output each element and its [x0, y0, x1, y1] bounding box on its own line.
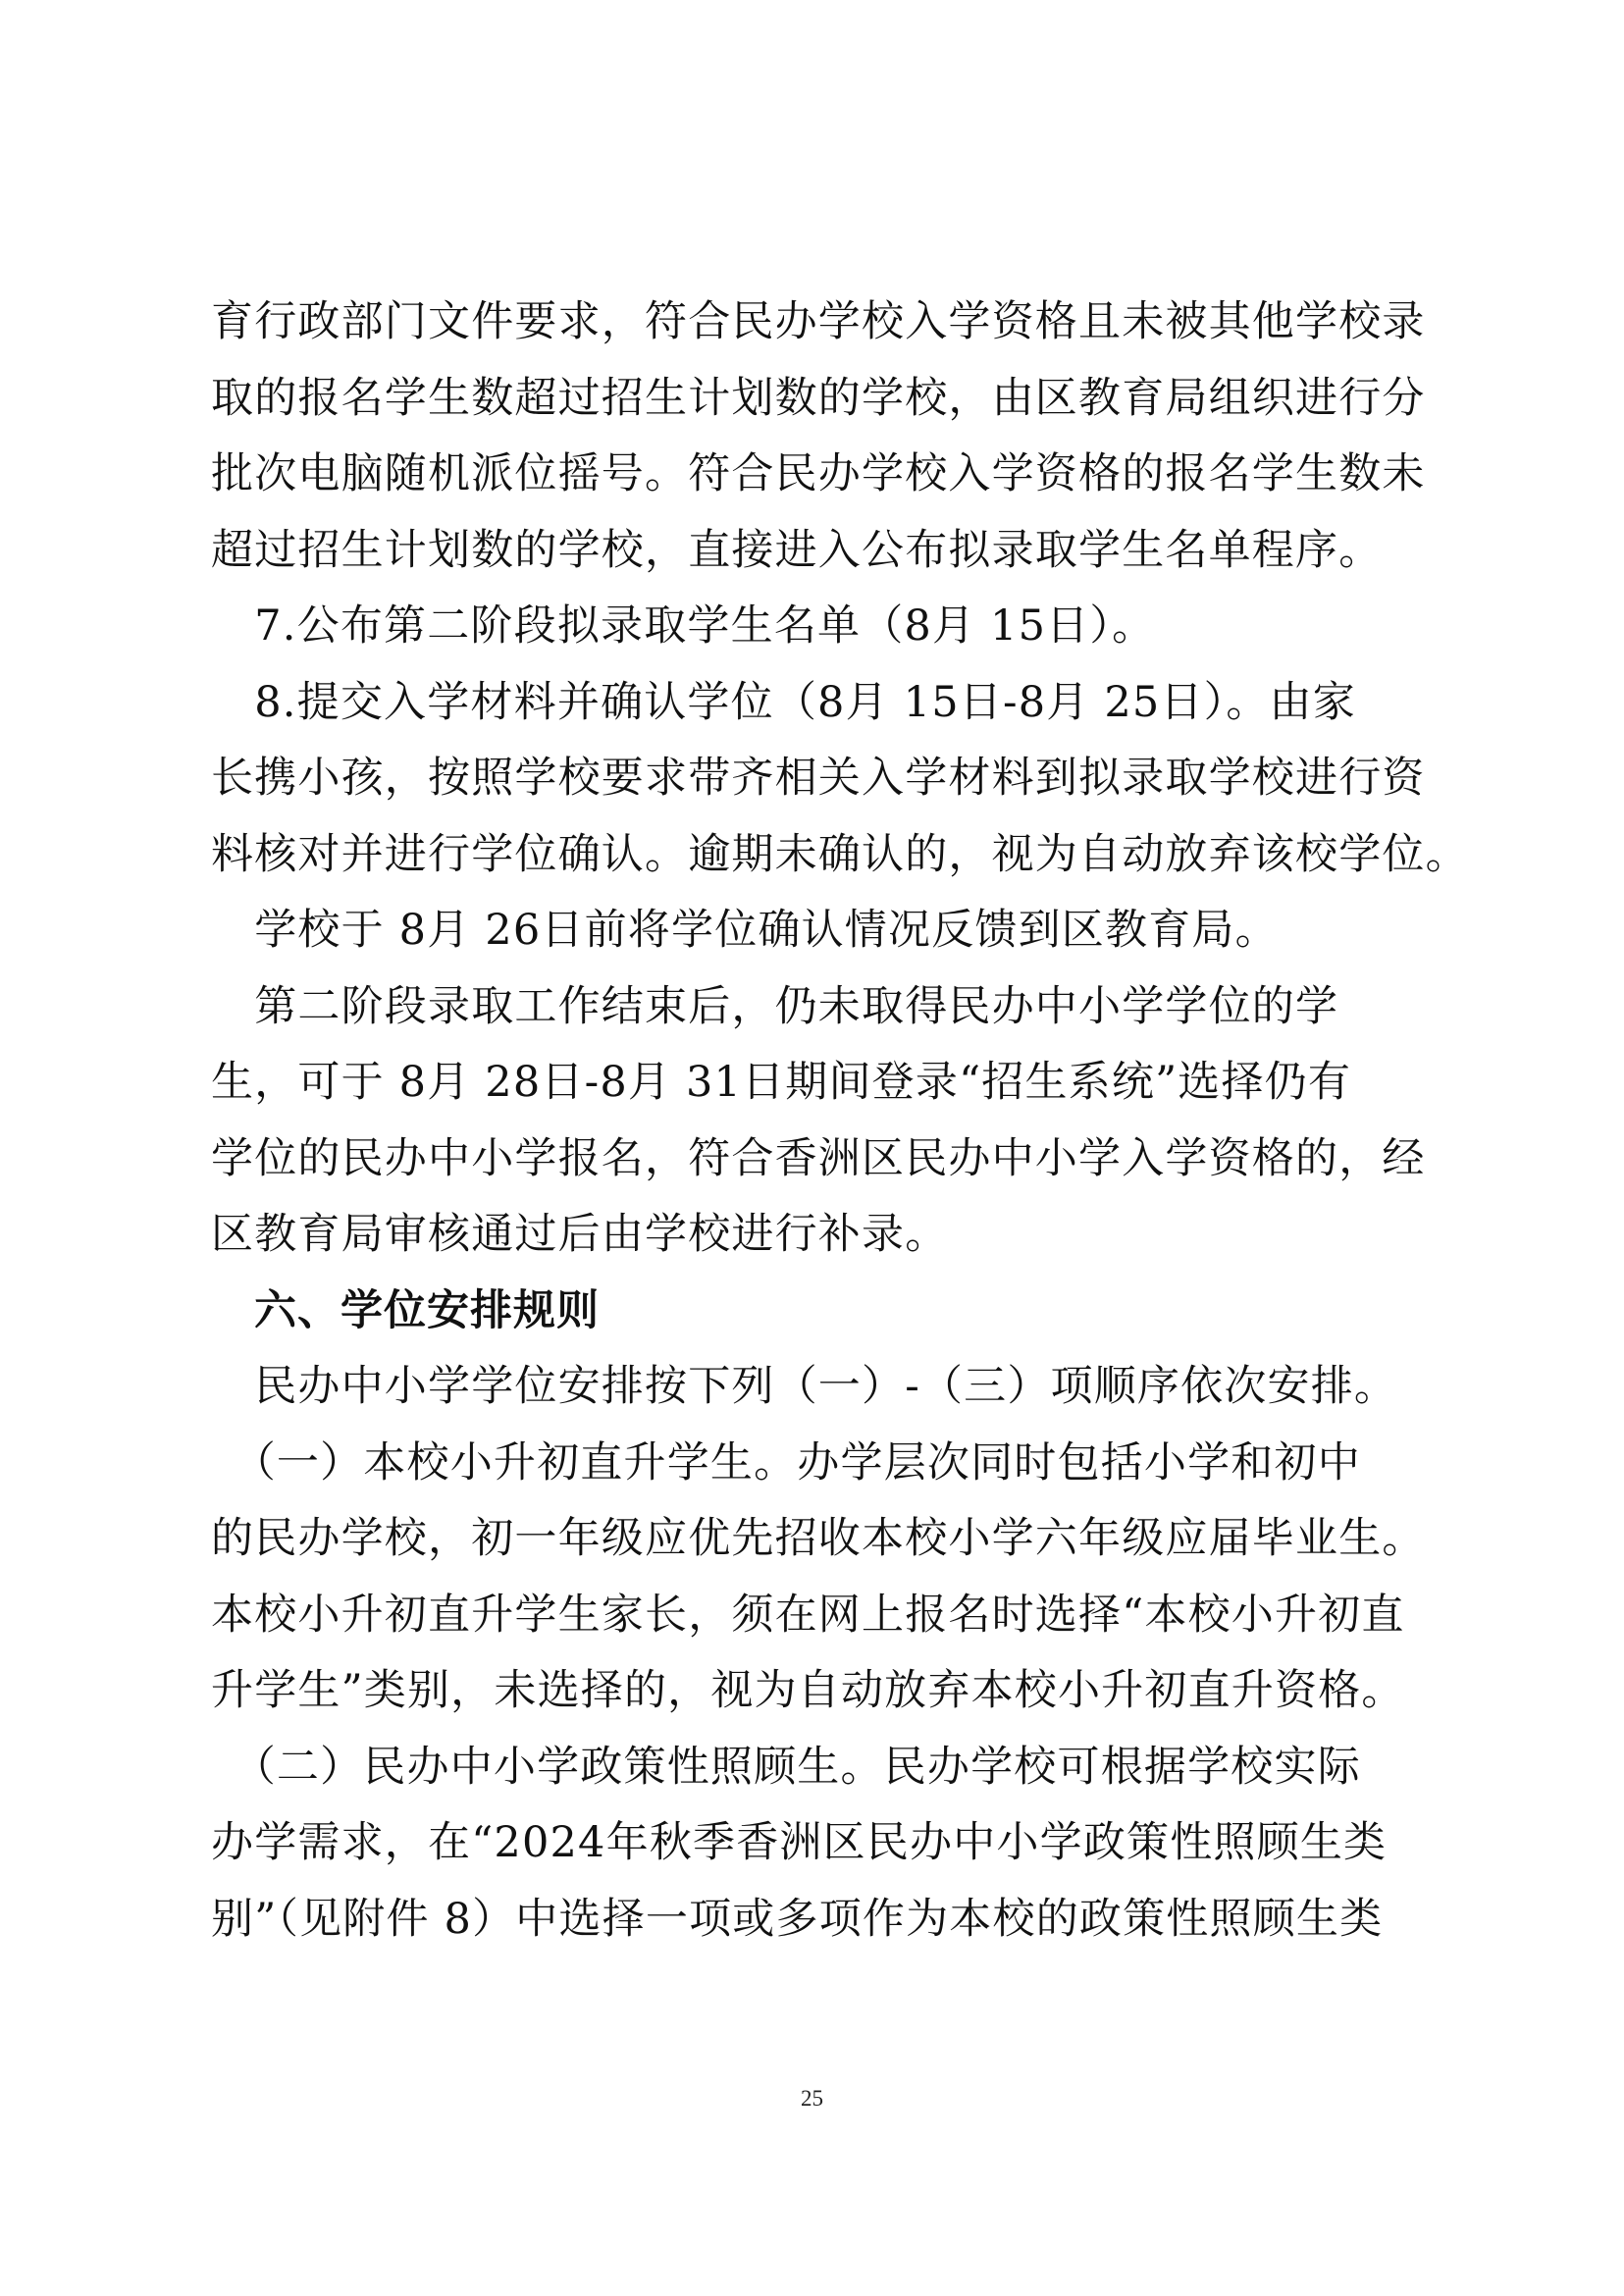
text-line: 学位的民办中小学报名，符合香洲区民办中小学入学资格的，经	[211, 1133, 1426, 1183]
page-number: 25	[801, 2086, 823, 2111]
body-text	[211, 285, 1469, 1957]
text-line: （一）本校小升初直升学生。办学层次同时包括小学和初中	[211, 1437, 1361, 1487]
text-line: 民办中小学学位安排按下列（一）-（三）项顺序依次安排。	[211, 1362, 1398, 1411]
text-line: 批次电脑随机派位摇号。符合民办学校入学资格的报名学生数未	[211, 449, 1426, 498]
text-line: 学校于 8月 26日前将学位确认情况反馈到区教育局。	[211, 906, 1279, 955]
text-line: 第二阶段录取工作结束后，仍未取得民办中小学学位的学	[211, 981, 1339, 1031]
text-line: 办学需求，在“2024年秋季香洲区民办中小学政策性照顾生类	[211, 1818, 1388, 1867]
text-line: 7.公布第二阶段拟录取学生名单（8月 15日）。	[211, 601, 1156, 651]
text-line: 区教育局审核通过后由学校进行补录。	[211, 1210, 949, 1259]
text-line: 别”（见附件 8）中选择一项或多项作为本校的政策性照顾生类	[211, 1894, 1384, 1944]
text-line: 料核对并进行学位确认。逾期未确认的，视为自动放弃该校学位。	[211, 829, 1469, 879]
text-line: （二）民办中小学政策性照顾生。民办学校可根据学校实际	[211, 1742, 1361, 1792]
section-heading: 六、学位安排规则	[211, 1285, 600, 1335]
text-line: 的民办学校，初一年级应优先招收本校小学六年级应届毕业生。	[211, 1514, 1426, 1563]
text-line: 本校小升初直升学生家长，须在网上报名时选择“本校小升初直	[211, 1590, 1405, 1640]
text-line: 升学生”类别，未选择的，视为自动放弃本校小升初直升资格。	[211, 1666, 1405, 1715]
text-line: 超过招生计划数的学校，直接进入公布拟录取学生名单程序。	[211, 525, 1383, 575]
text-line: 8.提交入学材料并确认学位（8月 15日-8月 25日）。由家	[211, 677, 1356, 727]
text-line: 取的报名学生数超过招生计划数的学校，由区教育局组织进行分	[211, 373, 1426, 423]
text-line: 生，可于 8月 28日-8月 31日期间登录“招生系统”选择仍有	[211, 1058, 1352, 1107]
text-line: 育行政部门文件要求，符合民办学校入学资格且未被其他学校录	[211, 297, 1426, 346]
text-line: 长携小孩，按照学校要求带齐相关入学材料到拟录取学校进行资	[211, 754, 1426, 803]
